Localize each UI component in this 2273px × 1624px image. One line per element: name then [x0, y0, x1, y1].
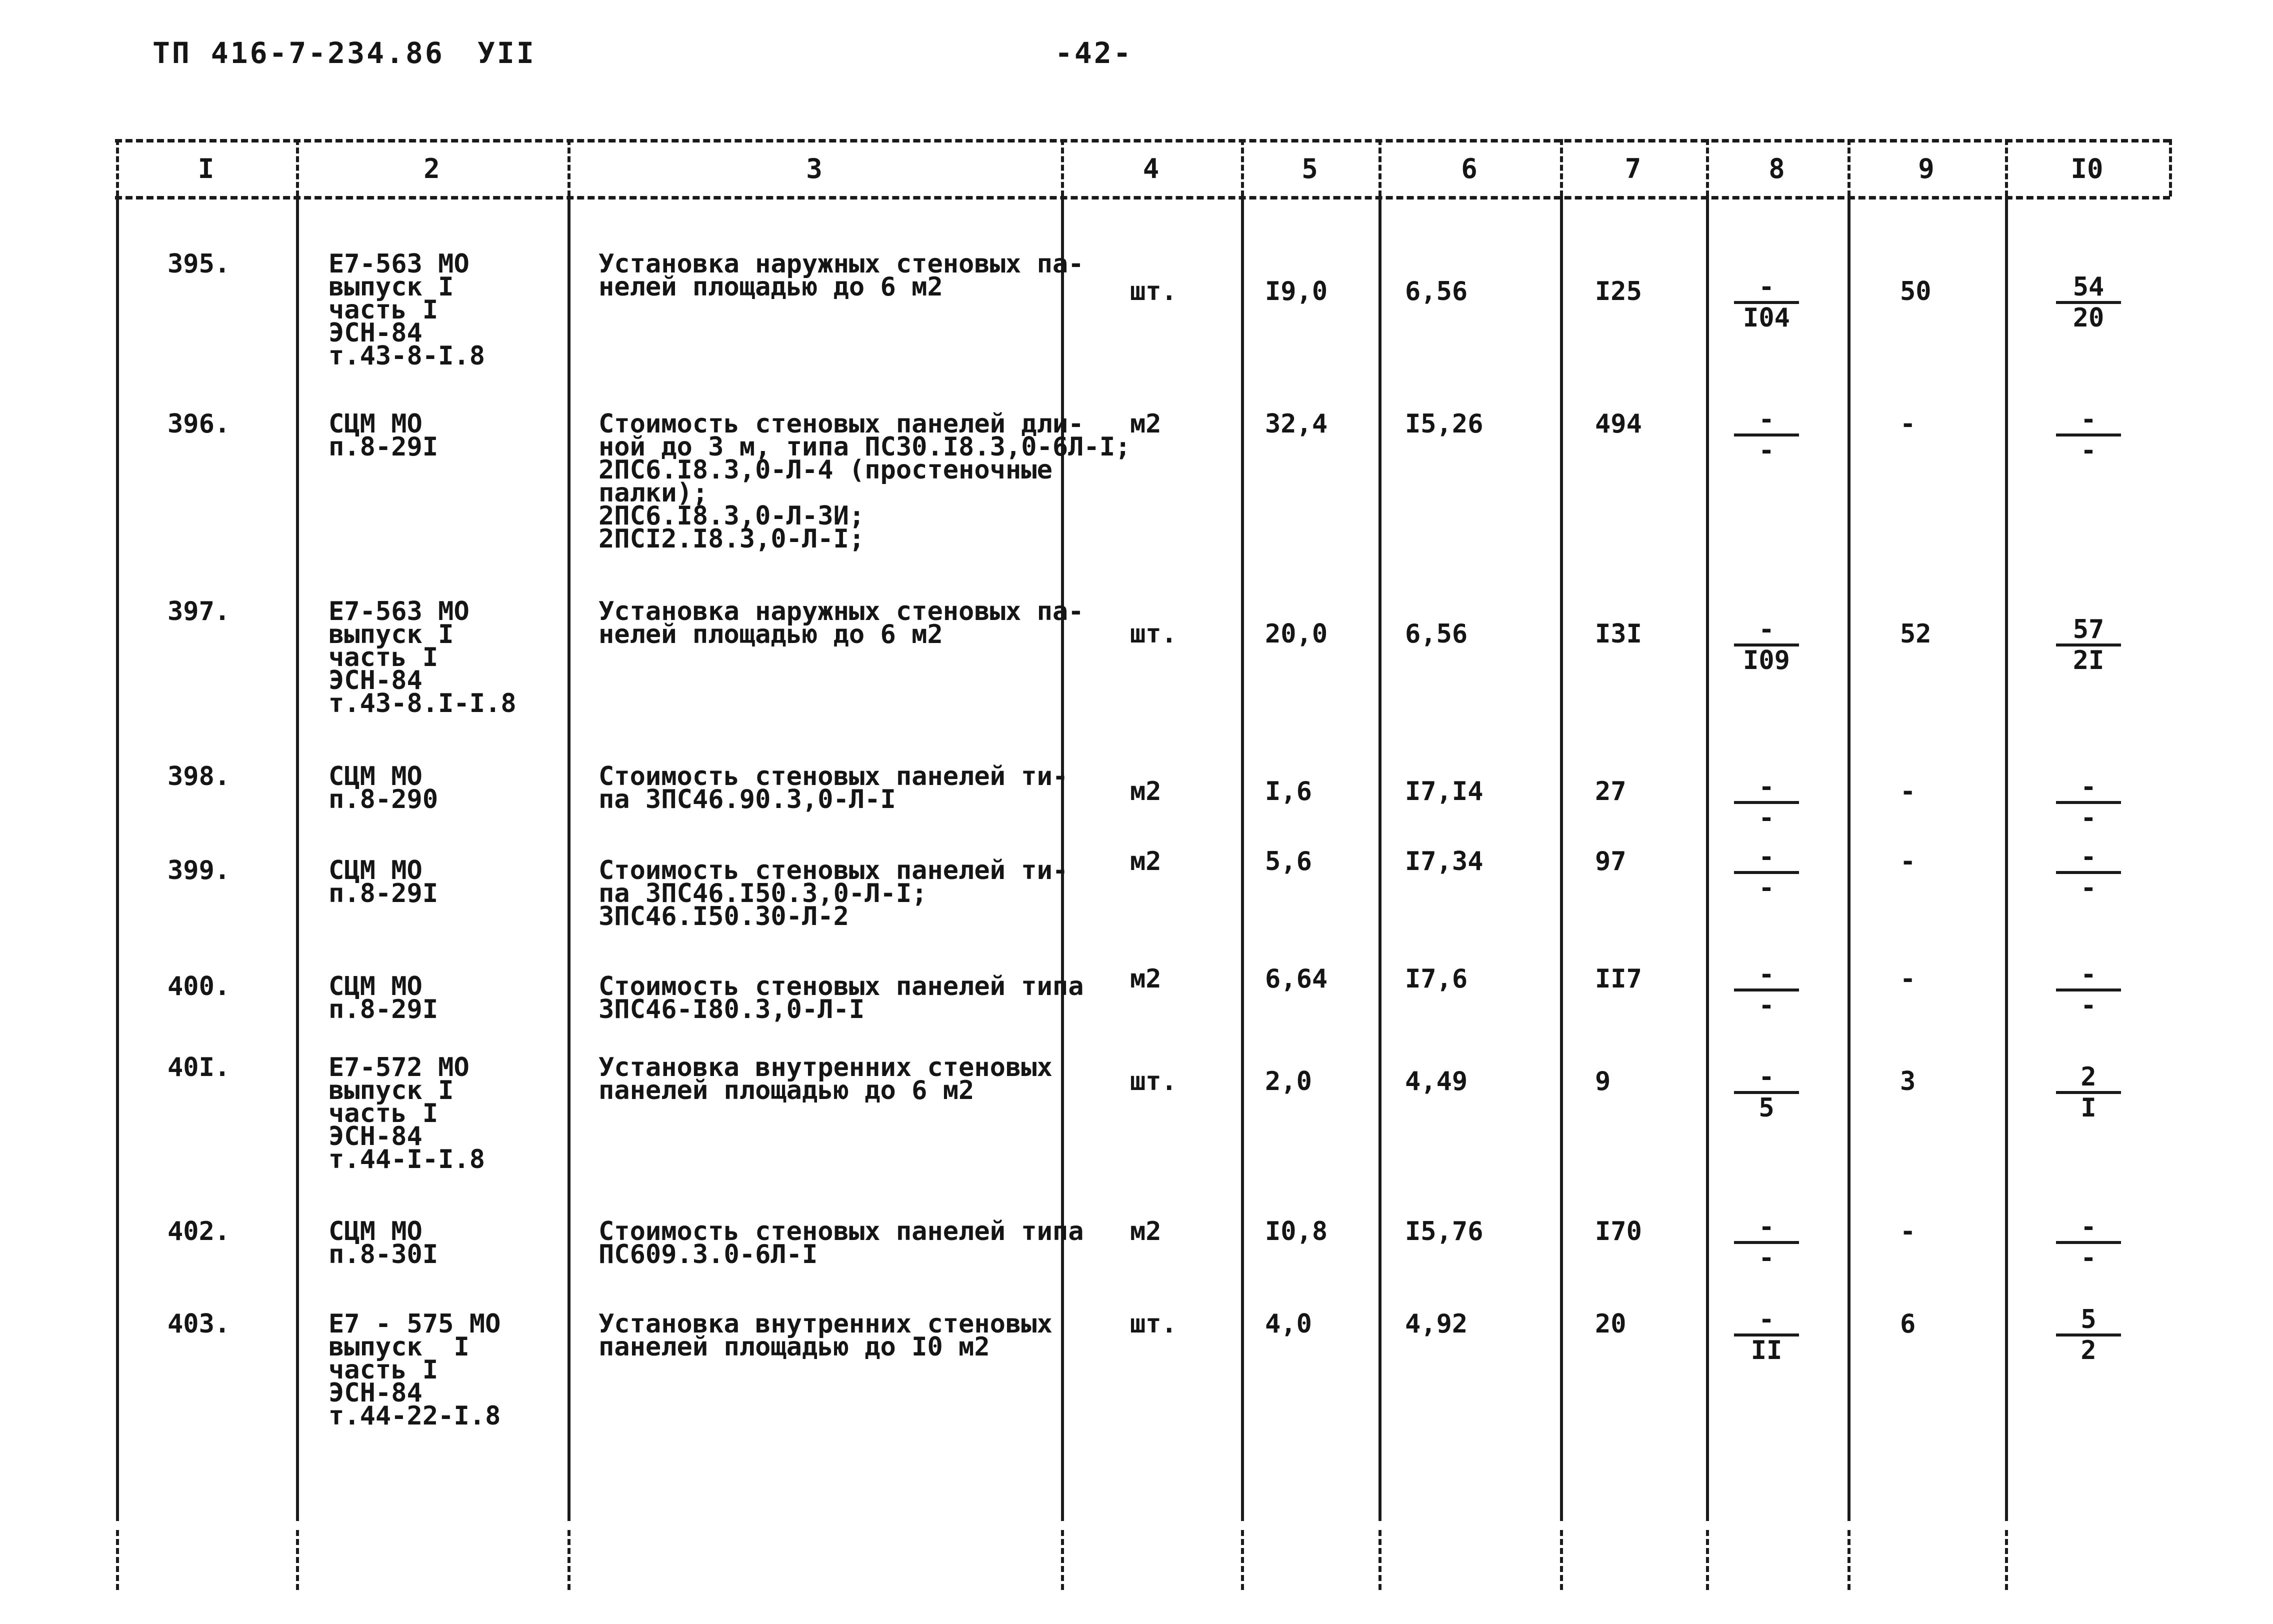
column-divider — [1241, 196, 1244, 1521]
norm-code: СЦМ МО п.8-30I — [328, 1216, 438, 1270]
fraction-numerator: - — [2080, 404, 2096, 434]
work-description: Стоимость стеновых панелей ти- па 3ПС46.90.3,0-Л-I — [598, 762, 1068, 814]
column-9-value: - — [1900, 964, 1916, 994]
fraction-denominator: 5 — [1758, 1093, 1774, 1123]
column-divider — [568, 196, 570, 1521]
row-number: 402. — [168, 1216, 230, 1246]
quantity: 20,0 — [1265, 619, 1328, 649]
norm-code: Е7-563 МО выпуск I часть I ЭСН-84 т.43-8-I.8 — [328, 249, 486, 371]
column-10-fraction — [2056, 772, 2121, 833]
norm-code: Е7 - 575 МО выпуск I часть I ЭСН-84 т.44-22-I.8 — [328, 1309, 501, 1431]
quantity: I0,8 — [1265, 1216, 1328, 1246]
column-8-fraction — [1734, 962, 1799, 1018]
column-8-fraction — [1734, 614, 1799, 676]
work-description: Установка внутренних стеновых панелей площадью до I0 м2 — [598, 1309, 1052, 1362]
unit-of-measure: м2 — [1130, 1216, 1162, 1246]
unit-of-measure: м2 — [1130, 846, 1162, 876]
quantity: 4,0 — [1265, 1309, 1312, 1339]
unit-of-measure: м2 — [1130, 409, 1162, 439]
work-description: Установка внутренних стеновых панелей площадью до 6 м2 — [598, 1052, 1052, 1106]
fraction-numerator: 57 — [2072, 614, 2104, 644]
fraction-numerator: - — [1758, 772, 1774, 802]
fraction-denominator: - — [2080, 873, 2096, 903]
column-8-fraction — [1734, 842, 1799, 903]
unit-price: I7,34 — [1405, 846, 1484, 876]
fraction-numerator: 5 — [2080, 1304, 2096, 1334]
column-divider — [1378, 196, 1382, 1521]
norm-code: СЦМ МО п.8-29I — [328, 972, 438, 1024]
column-8-fraction — [1734, 404, 1799, 466]
fraction-denominator: 2I — [2072, 646, 2104, 676]
fraction-denominator: - — [1758, 990, 1774, 1020]
quantity: 2,0 — [1265, 1066, 1312, 1096]
column-9-value: 50 — [1900, 276, 1932, 306]
column-8-fraction — [1734, 1212, 1799, 1273]
column-divider — [1848, 196, 1850, 1521]
column-9-value: 6 — [1900, 1309, 1916, 1339]
fraction-numerator: - — [2080, 842, 2096, 872]
column-divider — [296, 196, 299, 1521]
unit-price: I7,6 — [1405, 964, 1468, 994]
row-number: 40I. — [168, 1052, 230, 1082]
column-divider — [2005, 196, 2008, 1521]
fraction-denominator: I04 — [1743, 303, 1790, 333]
fraction-numerator: 2 — [2080, 1062, 2096, 1092]
column-number: 2 — [424, 153, 440, 184]
column-divider-tail — [1241, 1530, 1244, 1590]
fraction-denominator: - — [2080, 803, 2096, 833]
fraction-denominator: II — [1750, 1336, 1782, 1366]
fraction-numerator: - — [1758, 1304, 1774, 1334]
header-top-rule — [115, 139, 2170, 142]
work-description: Стоимость стеновых панелей ти- па 3ПС46.I50.3,0-Л-I; 3ПС46.I50.30-Л-2 — [598, 856, 1068, 932]
column-8-fraction — [1734, 1062, 1799, 1123]
quantity: I9,0 — [1265, 276, 1328, 306]
column-divider-tail — [1706, 1530, 1709, 1590]
header-column-divider — [568, 139, 570, 196]
fraction-denominator: - — [2080, 436, 2096, 466]
quantity: I,6 — [1265, 776, 1312, 806]
unit-price: 4,92 — [1405, 1309, 1468, 1339]
column-10-fraction — [2056, 1304, 2121, 1366]
header-column-divider — [116, 139, 119, 196]
quantity: 5,6 — [1265, 846, 1312, 876]
fraction-numerator: - — [1758, 404, 1774, 434]
fraction-denominator: - — [2080, 990, 2096, 1020]
fraction-numerator: 54 — [2072, 272, 2104, 302]
column-10-fraction — [2056, 842, 2121, 903]
header-column-divider — [1241, 139, 1244, 196]
unit-of-measure: шт. — [1130, 619, 1177, 649]
total-cost: I25 — [1595, 276, 1642, 306]
norm-code: СЦМ МО п.8-29I — [328, 856, 438, 908]
total-cost: 20 — [1595, 1309, 1626, 1339]
column-number: 6 — [1461, 153, 1478, 184]
column-9-value: - — [1900, 1216, 1916, 1246]
header-column-divider — [2005, 139, 2008, 196]
column-9-value: 3 — [1900, 1066, 1916, 1096]
unit-of-measure: м2 — [1130, 776, 1162, 806]
work-description: Стоимость стеновых панелей типа 3ПС46-I80.3,0-Л-I — [598, 972, 1084, 1024]
column-divider-tail — [1378, 1530, 1382, 1590]
column-number: I — [198, 153, 214, 184]
column-divider-tail — [296, 1530, 299, 1590]
work-description: Стоимость стеновых панелей дли- ной до 3 м, типа ПС30.I8.3,0-6Л-I; 2ПС6.I8.3,0-Л-4 (простеночные палки); 2ПС6.I8.3,0-Л-3И; 2ПСI2.I8.3,0-Л-I; — [598, 409, 1131, 554]
column-9-value: - — [1900, 409, 1916, 439]
column-9-value: 52 — [1900, 619, 1932, 649]
column-8-fraction — [1734, 272, 1799, 333]
fraction-numerator: - — [1758, 1062, 1774, 1092]
column-10-fraction — [2056, 272, 2121, 333]
header-column-divider — [1706, 139, 1709, 196]
total-cost: 9 — [1595, 1066, 1611, 1096]
fraction-numerator: - — [1758, 1212, 1774, 1242]
column-divider-tail — [1848, 1530, 1850, 1590]
row-number: 400. — [168, 972, 230, 1002]
volume-number: УII — [478, 36, 536, 70]
row-number: 396. — [168, 409, 230, 439]
quantity: 32,4 — [1265, 409, 1328, 439]
column-10-fraction — [2056, 614, 2121, 676]
column-10-fraction — [2056, 1062, 2121, 1123]
row-number: 398. — [168, 762, 230, 792]
document-code: ТП 416-7-234.86 — [152, 36, 444, 70]
total-cost: 97 — [1595, 846, 1626, 876]
unit-price: 6,56 — [1405, 619, 1468, 649]
column-number: 4 — [1142, 153, 1160, 184]
fraction-numerator: - — [2080, 960, 2096, 990]
unit-price: 4,49 — [1405, 1066, 1468, 1096]
column-divider — [1560, 196, 1563, 1521]
work-description: Установка наружных стеновых па- нелей площадью до 6 м2 — [598, 596, 1084, 650]
column-9-value: - — [1900, 846, 1916, 876]
fraction-numerator: - — [1758, 960, 1774, 990]
column-divider-tail — [2005, 1530, 2008, 1590]
quantity: 6,64 — [1265, 964, 1328, 994]
unit-of-measure: шт. — [1130, 276, 1177, 306]
unit-of-measure: шт. — [1130, 1066, 1177, 1096]
fraction-denominator: - — [1758, 803, 1774, 833]
total-cost: 494 — [1595, 409, 1642, 439]
column-number: 3 — [806, 153, 822, 184]
column-number: I0 — [2070, 153, 2104, 184]
column-10-fraction — [2056, 1212, 2121, 1273]
fraction-denominator: I — [2080, 1093, 2096, 1123]
column-divider-tail — [568, 1530, 570, 1590]
work-description: Стоимость стеновых панелей типа ПС609.3.0-6Л-I — [598, 1216, 1084, 1270]
column-9-value: - — [1900, 776, 1916, 806]
unit-price: 6,56 — [1405, 276, 1468, 306]
header-column-divider — [1061, 139, 1064, 196]
total-cost: I70 — [1595, 1216, 1642, 1246]
column-number: 7 — [1624, 153, 1642, 184]
column-divider — [1706, 196, 1709, 1521]
fraction-denominator: - — [1758, 1243, 1774, 1273]
fraction-numerator: - — [1758, 614, 1774, 644]
unit-price: I7,I4 — [1405, 776, 1484, 806]
header-bottom-rule — [115, 196, 2170, 200]
header-column-divider — [2169, 139, 2172, 196]
column-divider-tail — [1560, 1530, 1563, 1590]
fraction-numerator: - — [2080, 1212, 2096, 1242]
column-divider-tail — [1061, 1530, 1064, 1590]
header-column-divider — [1848, 139, 1850, 196]
total-cost: 27 — [1595, 776, 1626, 806]
column-number: 9 — [1918, 153, 1934, 184]
fraction-denominator: - — [1758, 436, 1774, 466]
column-number: 8 — [1768, 153, 1785, 184]
total-cost: I3I — [1595, 619, 1642, 649]
work-description: Установка наружных стеновых па- нелей площадью до 6 м2 — [598, 249, 1084, 302]
header-column-divider — [1378, 139, 1382, 196]
norm-code: СЦМ МО п.8-290 — [328, 762, 438, 814]
column-number: 5 — [1302, 153, 1318, 184]
norm-code: Е7-572 МО выпуск I часть I ЭСН-84 т.44-I-I.8 — [328, 1052, 486, 1174]
row-number: 397. — [168, 596, 230, 626]
column-10-fraction — [2056, 962, 2121, 1018]
norm-code: Е7-563 МО выпуск I часть I ЭСН-84 т.43-8.I-I.8 — [328, 596, 516, 718]
fraction-numerator: - — [1758, 842, 1774, 872]
fraction-denominator: - — [1758, 873, 1774, 903]
unit-of-measure: шт. — [1130, 1309, 1177, 1339]
row-number: 395. — [168, 249, 230, 279]
page-number: -42- — [1055, 36, 1133, 70]
norm-code: СЦМ МО п.8-29I — [328, 409, 438, 462]
fraction-denominator: 20 — [2072, 303, 2104, 333]
column-8-fraction — [1734, 1304, 1799, 1366]
column-divider-tail — [116, 1530, 119, 1590]
column-divider — [116, 196, 119, 1521]
header-column-divider — [1560, 139, 1563, 196]
unit-price: I5,76 — [1405, 1216, 1484, 1246]
fraction-numerator: - — [2080, 772, 2096, 802]
column-8-fraction — [1734, 772, 1799, 833]
fraction-denominator: I09 — [1743, 646, 1790, 676]
header-column-divider — [296, 139, 299, 196]
row-number: 399. — [168, 856, 230, 886]
fraction-denominator: - — [2080, 1243, 2096, 1273]
column-10-fraction — [2056, 404, 2121, 466]
unit-price: I5,26 — [1405, 409, 1484, 439]
fraction-denominator: 2 — [2080, 1336, 2096, 1366]
fraction-numerator: - — [1758, 272, 1774, 302]
row-number: 403. — [168, 1309, 230, 1339]
total-cost: II7 — [1595, 964, 1642, 994]
unit-of-measure: м2 — [1130, 964, 1162, 994]
